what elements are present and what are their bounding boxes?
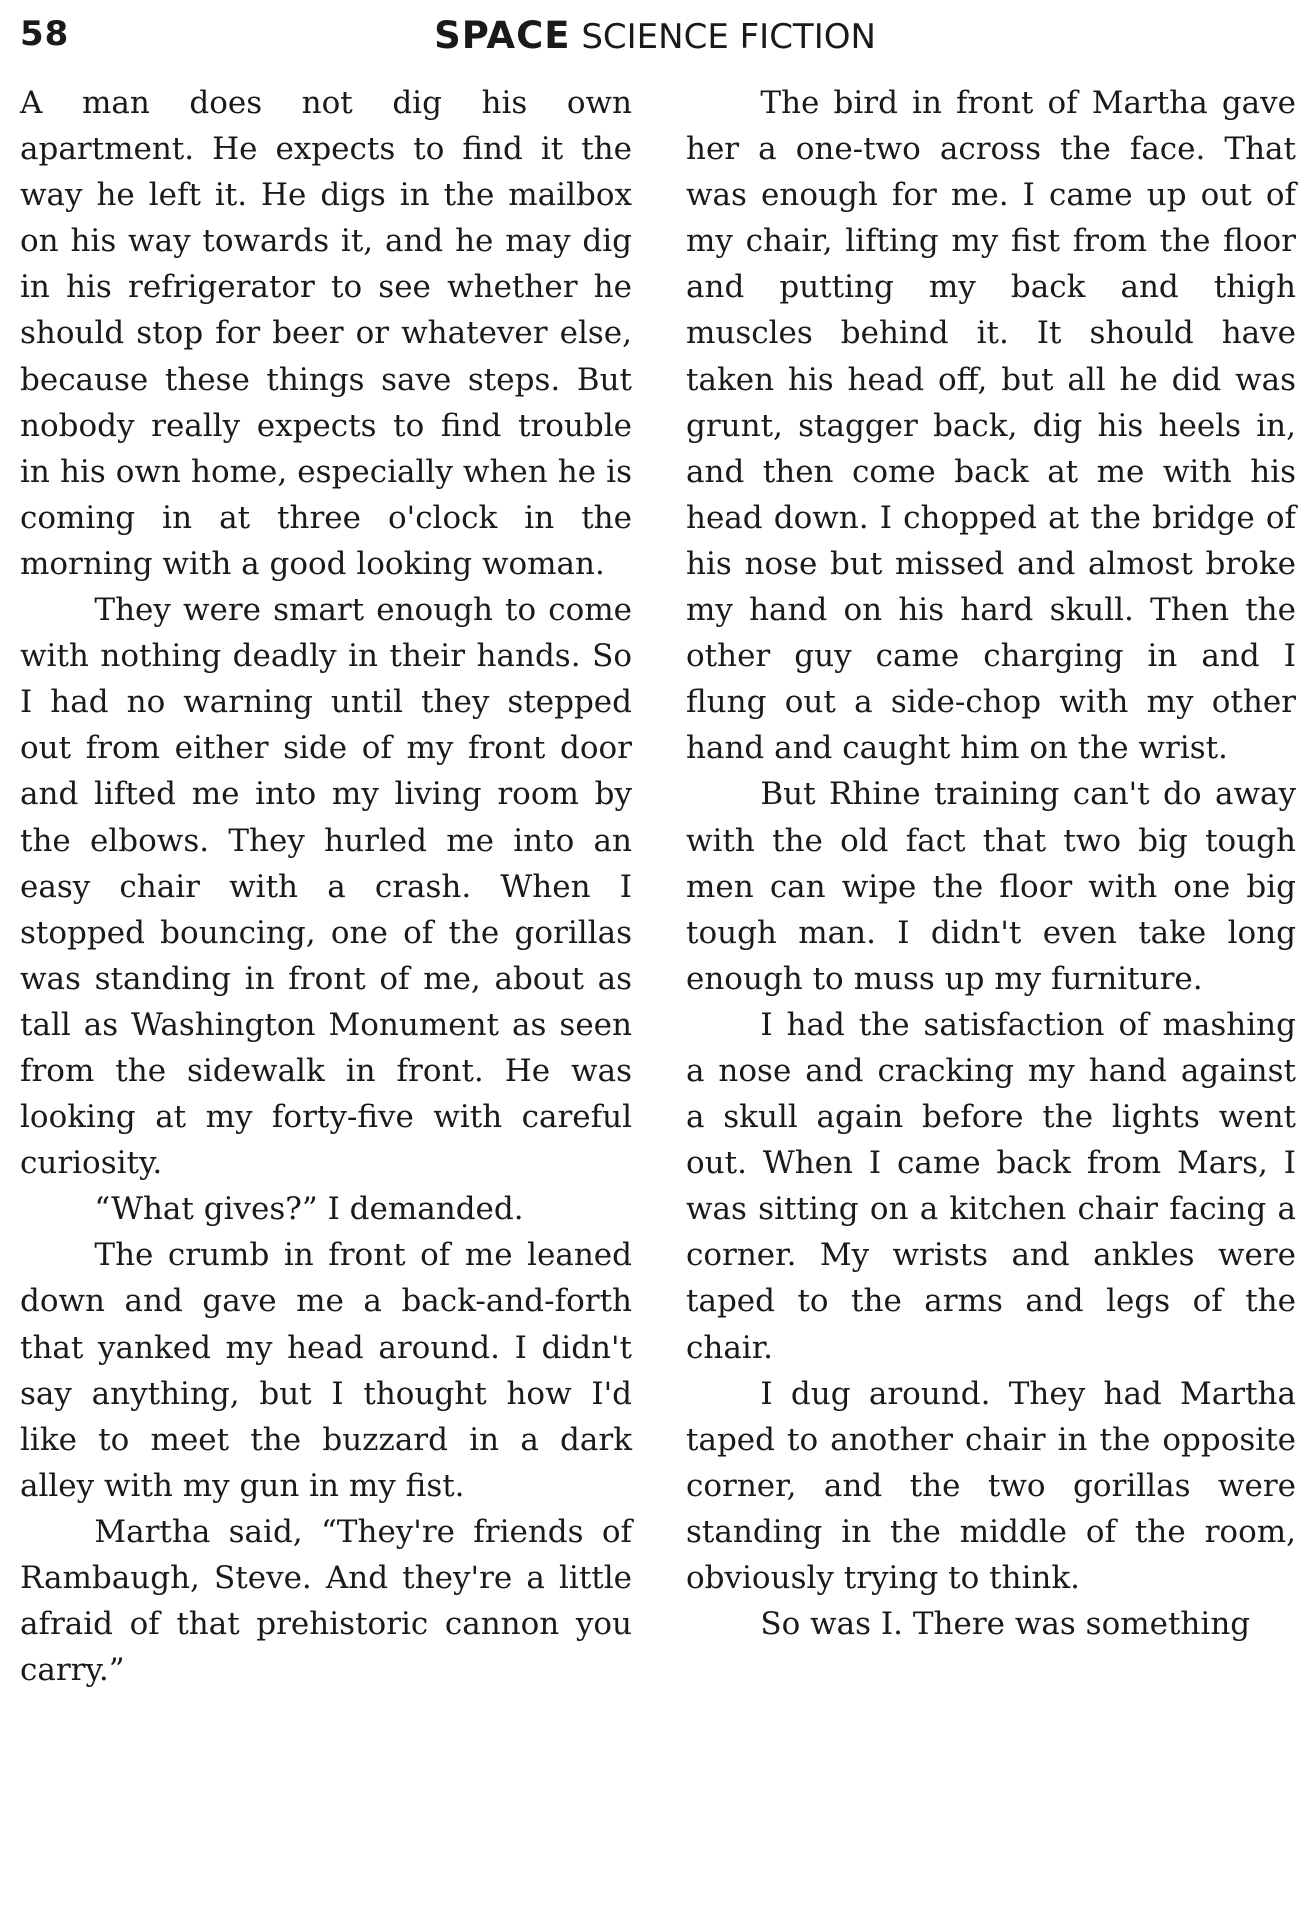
paragraph: “What gives?” I demanded. — [94, 1191, 524, 1228]
paragraph: I had the satisfaction of mashing a nose and cracking my hand against a skull again before the lights went out. When I came back from Mars, I was sitting on a kitchen chair facing a corner. My wrists and ankles were taped to the arms and legs of the chair. — [686, 1006, 1296, 1366]
left-column — [20, 80, 632, 1693]
running-title — [0, 14, 1310, 57]
paragraph: A man does not dig his own apartment. He expects to find it the way he left it. He digs in the mailbox on his way towards it, and he may dig in his refrigerator to see whether he should stop for beer or whatever else, because these things save steps. But nobody really expects to find trouble in his own home, especially when he is coming in at three o'clock in the morning with a good looking woman. — [20, 85, 632, 582]
page-header — [0, 6, 1310, 70]
paragraph: Martha said, “They're friends of Rambaugh, Steve. And they're a little afraid of that prehistoric cannon you carry.” — [20, 1513, 632, 1689]
paragraph: They were smart enough to come with nothing deadly in their hands. So I had no warning until they stepped out from either side of my front door and lifted me into my living room by the elbows. They hurled me into an easy chair with a crash. When I stopped bouncing, one of the gorillas was standing in front of me, about as tall as Washington Monument as seen from the sidewalk in front. He was looking at my forty-five with careful curiosity. — [20, 592, 632, 1182]
running-title-rest: SCIENCE FICTION — [581, 17, 876, 57]
right-column — [686, 80, 1296, 1647]
page-number: 58 — [20, 14, 70, 54]
paragraph: I dug around. They had Martha taped to another chair in the opposite corner, and the two gorillas were standing in the middle of the room, obviously trying to think. — [686, 1375, 1296, 1596]
running-title-bold: SPACE — [434, 14, 571, 57]
paragraph: The crumb in front of me leaned down and gave me a back-and-forth that yanked my head around. I didn't say anything, but I thought how I'd like to meet the buzzard in a dark alley with my gun in my fist. — [20, 1237, 632, 1504]
paragraph: But Rhine training can't do away with the old fact that two big tough men can wipe the floor with one big tough man. I didn't even take long enough to muss up my furniture. — [686, 776, 1296, 997]
paragraph: So was I. There was something — [760, 1606, 1251, 1643]
paragraph: The bird in front of Martha gave her a one-two across the face. That was enough for me. I came up out of my chair, lifting my fist from the floor and putting my back and thigh muscles behind it. It should have taken his head off, but all he did was grunt, stagger back, dig his heels in, and then come back at me with his head down. I chopped at the bridge of his nose but missed and almost broke my hand on his hard skull. Then the other guy came charging in and I flung out a side-chop with my other hand and caught him on the wrist. — [686, 85, 1296, 767]
